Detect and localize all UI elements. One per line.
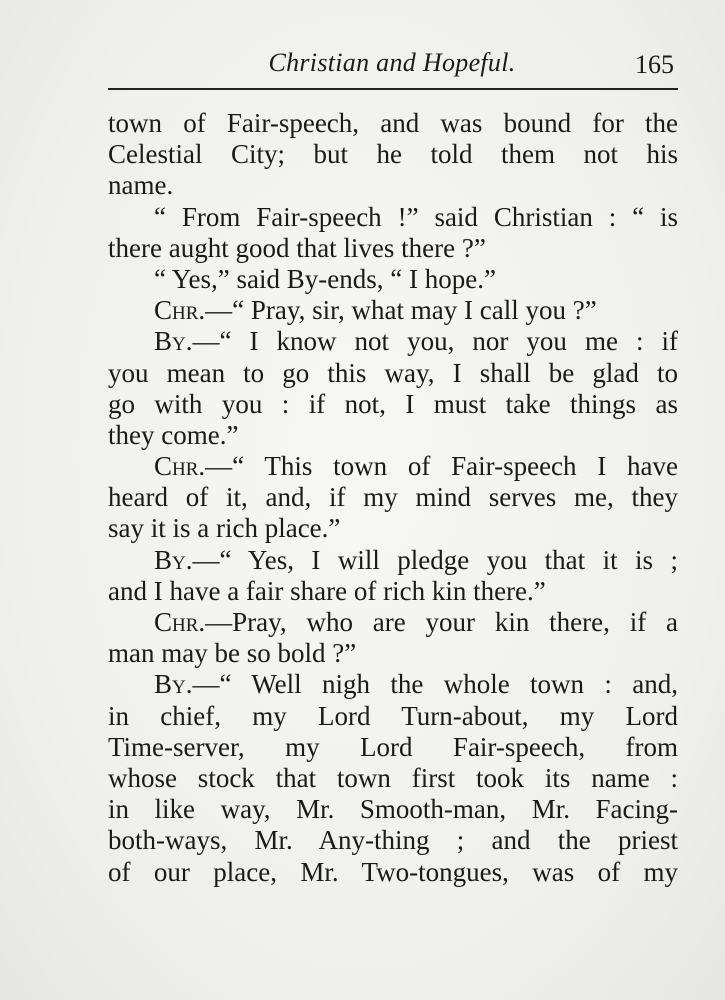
text-line: in chief, my Lord Turn-about, my Lord [108, 700, 678, 731]
text-line: Time-server, my Lord Fair-speech, from [108, 731, 678, 762]
running-title: Christian and Hopeful. [268, 48, 516, 77]
text-line: whose stock that town first took its name : [108, 762, 678, 793]
text-line: you mean to go this way, I shall be glad to [108, 357, 678, 388]
speaker-label: By. [154, 326, 193, 357]
text-line: they come.” [108, 419, 239, 450]
text-line: of our place, Mr. Two-tongues, was of my [108, 856, 678, 887]
text-line: heard of it, and, if my mind serves me, they [108, 482, 678, 513]
speaker-label: Chr. [154, 295, 206, 326]
text-line: By.—“ Well nigh the whole town : and, [154, 669, 678, 700]
text-line: say it is a rich place.” [108, 513, 341, 544]
text-line: By.—“ I know not you, nor you me : if [154, 326, 678, 357]
text-line: there aught good that lives there ?” [108, 232, 486, 263]
text-line: in like way, Mr. Smooth-man, Mr. Facing- [108, 794, 678, 825]
text-line: Chr.—Pray, who are your kin there, if a [154, 607, 678, 637]
text-line: By.—“ Yes, I will pledge you that it is ; [154, 544, 678, 575]
running-head [108, 46, 676, 86]
text-line: Chr.—“ This town of Fair-speech I have [154, 451, 678, 482]
text-line: “ From Fair-speech !” said Christian : “ is [154, 201, 678, 232]
text-line: go with you : if not, I must take things as [108, 388, 678, 419]
speaker-label: By. [154, 669, 193, 700]
text-line: town of Fair-speech, and was bound for the [108, 108, 678, 138]
page-number: 165 [635, 50, 674, 79]
text-line: “ Yes,” said By-ends, “ I hope.” [154, 263, 496, 294]
text-line: name. [108, 170, 174, 201]
speaker-label: By. [154, 544, 193, 575]
body-text [108, 108, 678, 888]
text-line: both-ways, Mr. Any-thing ; and the priest [108, 825, 678, 856]
speaker-label: Chr. [154, 451, 206, 482]
text-line: and I have a fair share of rich kin there.” [108, 575, 546, 606]
text-line: man may be so bold ?” [108, 638, 357, 669]
speaker-label: Chr. [154, 607, 206, 637]
header-rule [108, 88, 678, 90]
text-line: Celestial City; but he told them not his [108, 139, 678, 170]
text-line: Chr.—“ Pray, sir, what may I call you ?” [154, 295, 597, 326]
